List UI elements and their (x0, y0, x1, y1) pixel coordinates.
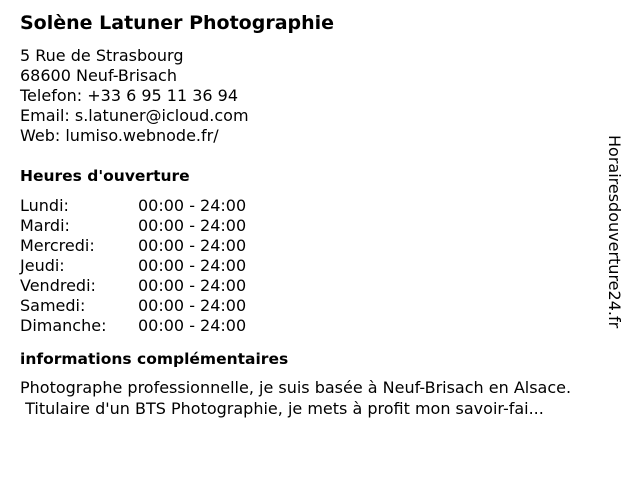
hours-row (20, 216, 246, 236)
time-range: 00:00 - 24:00 (138, 316, 247, 335)
day-label: Mardi: (20, 216, 70, 235)
phone-line: Telefon: +33 6 95 11 36 94 (20, 86, 239, 105)
business-name: Solène Latuner Photographie (20, 12, 335, 34)
day-label: Dimanche: (20, 316, 107, 335)
email-line: Email: s.latuner@icloud.com (20, 106, 249, 125)
hours-row (20, 236, 246, 256)
contact-block (20, 46, 615, 146)
hours-row (20, 196, 246, 216)
address-city: 68600 Neuf-Brisach (20, 66, 177, 85)
hours-row (20, 256, 246, 276)
day-label: Samedi: (20, 296, 86, 315)
time-range: 00:00 - 24:00 (138, 236, 247, 255)
info-heading: informations complémentaires (20, 350, 289, 368)
day-label: Vendredi: (20, 276, 96, 295)
day-label: Jeudi: (20, 256, 65, 275)
hours-heading: Heures d'ouverture (20, 167, 190, 185)
time-range: 00:00 - 24:00 (138, 216, 247, 235)
day-label: Lundi: (20, 196, 69, 215)
time-range: 00:00 - 24:00 (138, 276, 247, 295)
business-card (20, 10, 615, 419)
time-range: 00:00 - 24:00 (138, 256, 247, 275)
time-range: 00:00 - 24:00 (138, 296, 247, 315)
hours-row (20, 316, 246, 336)
site-watermark: Horairesdouverture24.fr (605, 135, 624, 329)
description (20, 377, 615, 419)
hours-row (20, 276, 246, 296)
hours-table (20, 196, 246, 336)
description-line-2: Titulaire d'un BTS Photographie, je mets à profit mon savoir-fai... (20, 399, 544, 418)
web-line: Web: lumiso.webnode.fr/ (20, 126, 219, 145)
time-range: 00:00 - 24:00 (138, 196, 247, 215)
address-street: 5 Rue de Strasbourg (20, 46, 184, 65)
hours-row (20, 296, 246, 316)
description-line-1: Photographe professionnelle, je suis basée à Neuf-Brisach en Alsace. (20, 378, 572, 397)
day-label: Mercredi: (20, 236, 95, 255)
